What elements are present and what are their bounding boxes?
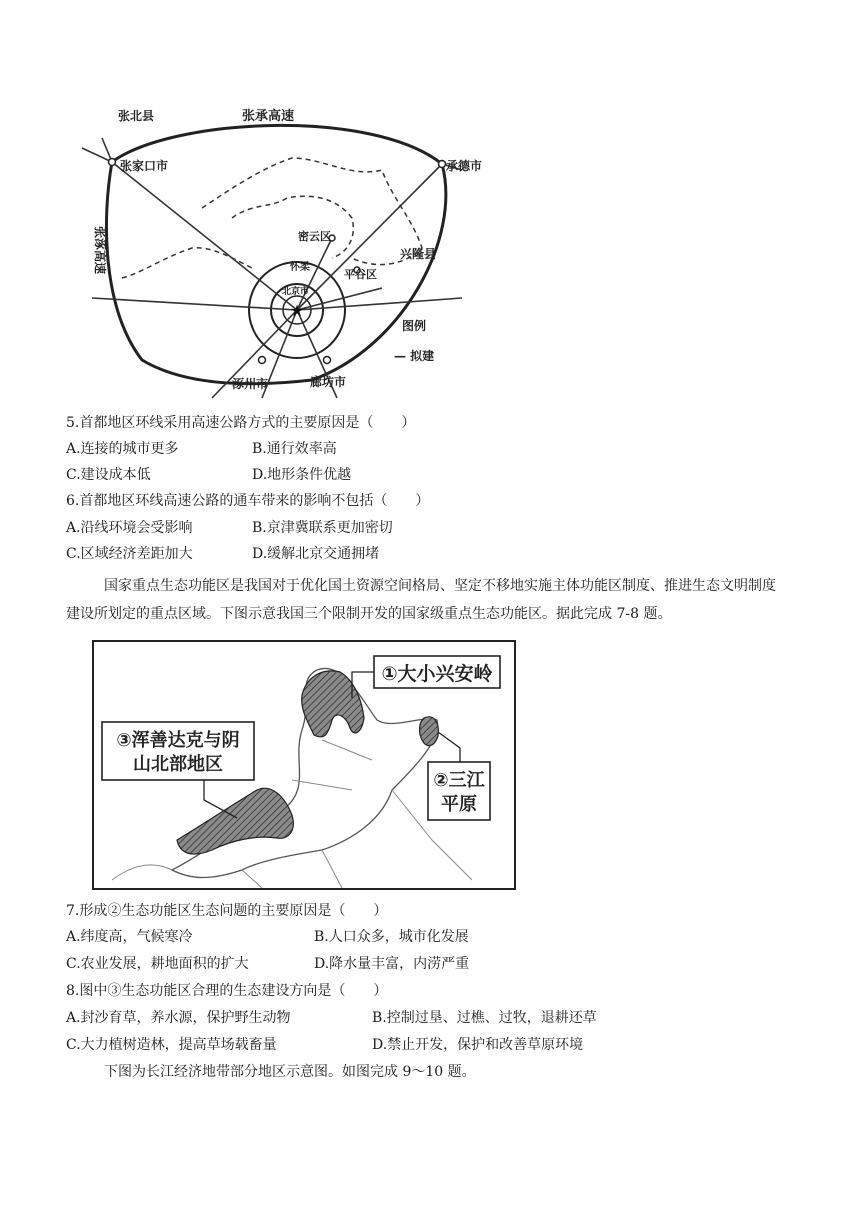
label-zone-3-line1: ③浑善达克与阴 [116,730,240,751]
question-8-option-b: B.控制过垦、过樵、过牧，退耕还草 [372,1010,597,1026]
question-8-option-d: D.禁止开发，保护和改善草原环境 [372,1037,584,1053]
zone-2-sanjiang-plain [420,717,439,746]
question-6-stem: 6.首都地区环线高速公路的通车带来的影响不包括（ ） [66,493,430,509]
eco-function-zones-map [92,640,516,890]
label-huairou: 怀柔 [290,262,310,273]
legend-title: 图例 [402,319,427,333]
question-5-option-d: D.地形条件优越 [252,467,352,483]
label-chengde: 承德市 [446,159,483,173]
legend-item: — 拟建 [394,349,435,363]
question-6-option-d: D.缓解北京交通拥堵 [252,546,380,562]
question-6-option-a: A.沿线环境会受影响 [66,520,193,536]
city-chengde-marker [439,161,446,168]
question-7-option-b: B.人口众多，城市化发展 [314,929,469,945]
question-5-option-b: B.通行效率高 [252,441,337,457]
label-zone-2-line1: ②三江 [433,770,485,791]
label-zhuozhou: 涿州市 [232,377,269,391]
label-xinglong: 兴隆县 [400,247,437,261]
question-7-option-a: A.纬度高，气候寒冷 [66,929,193,945]
question-7-option-d: D.降水量丰富，内涝严重 [314,956,470,972]
question-8-option-a: A.封沙育草，养水源，保护野生动物 [66,1010,291,1026]
label-capital: 北京市 [282,287,310,297]
label-zhangzhuo: 张涿高速 [93,226,107,275]
question-6-option-b: B.京津冀联系更加密切 [252,520,393,536]
question-6-option-c: C.区域经济差距加大 [66,546,193,562]
question-8-option-c: C.大力植树造林，提高草场载畜量 [66,1037,277,1053]
label-zone-3-line2: 山北部地区 [133,754,223,775]
city-zhuozhou-marker [259,357,266,364]
label-langfang: 廊坊市 [310,375,347,389]
capital-ring-expressway-map [82,98,483,398]
label-zhangbei: 张北县 [118,109,155,123]
label-zhangjiakou: 张家口市 [120,159,169,173]
label-zhangcheng: 张承高速 [242,109,295,124]
city-langfang-marker [324,357,331,364]
question-8-stem: 8.图中③生态功能区合理的生态建设方向是（ ） [66,983,388,999]
city-zhangjiakou-marker [109,159,116,166]
question-5-stem: 5.首都地区环线采用高速公路方式的主要原因是（ ） [66,415,416,431]
question-5-option-a: A.连接的城市更多 [66,441,179,457]
passage-eco-function-zones: 国家重点生态功能区是我国对于优化国土资源空间格局、坚定不移地实施主体功能区制度、推进生态文明制度建设所划定的重点区域。下图示意我国三个限制开发的国家级重点生态功能区。据此完成 7-8 题。 [66,578,776,622]
capital-star-icon: ★ [289,301,305,320]
questions-9-10-intro: 下图为长江经济地带部分地区示意图。如图完成 9～10 题。 [104,1064,476,1080]
label-zone-1: ①大小兴安岭 [381,663,493,685]
label-miyun: 密云区 [298,230,331,243]
label-pinggu: 平谷区 [344,268,377,281]
question-7-option-c: C.农业发展，耕地面积的扩大 [66,956,249,972]
question-7-stem: 7.形成②生态功能区生态问题的主要原因是（ ） [66,903,388,919]
question-5-option-c: C.建设成本低 [66,467,151,483]
label-zone-2-line2: 平原 [441,794,477,815]
